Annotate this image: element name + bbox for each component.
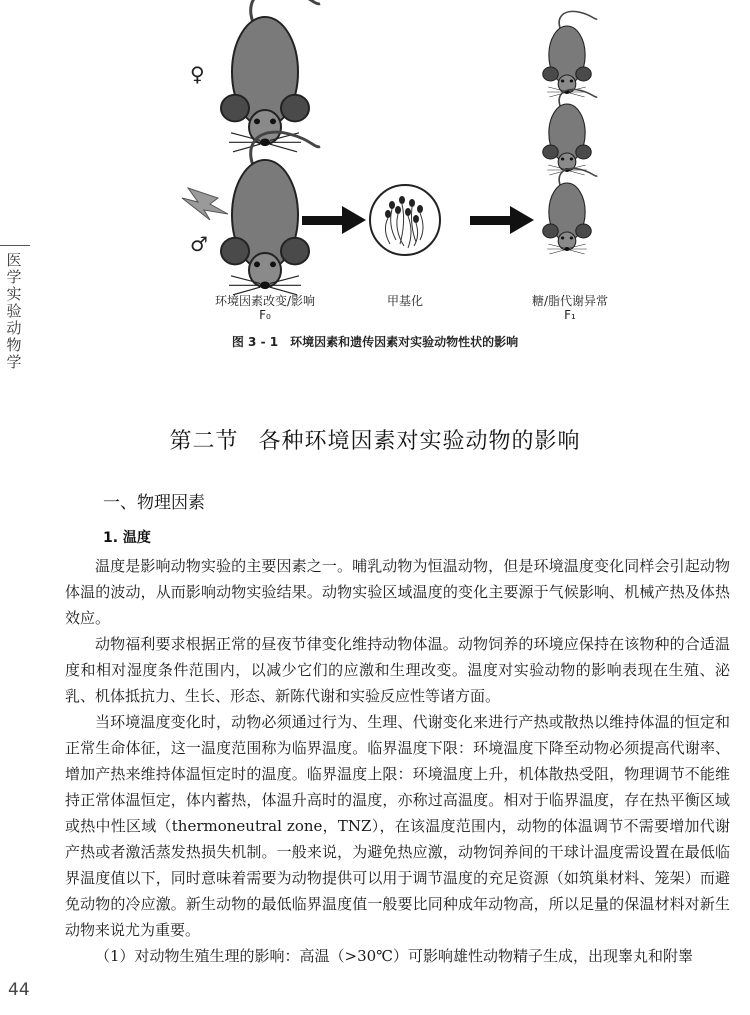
male-mouse-icon <box>221 132 320 295</box>
male-symbol: ♂ <box>190 232 208 256</box>
running-title: 医学实验动物学 <box>6 251 22 371</box>
page-number: 44 <box>8 980 30 1000</box>
paragraph: 温度是影响动物实验的主要因素之一。哺乳动物为恒温动物，但是环境温度变化同样会引起动物体温的波动，从而影响动物实验结果。动物实验区域温度的变化主要源于气候影响、机械产热及体热效应。 <box>65 557 730 627</box>
item-heading: 1. 温度 <box>103 530 151 546</box>
section-number: 第二节 <box>169 429 239 454</box>
f1-label: F₁ <box>564 308 576 322</box>
lightning-bolt-icon <box>182 188 228 220</box>
figure-illustration <box>170 0 640 330</box>
offspring-mouse-icon <box>543 89 597 175</box>
offspring-mouse-icon <box>543 168 597 254</box>
metabolism-label: 糖/脂代谢异常 <box>531 294 609 308</box>
section-title: 各种环境因素对实验动物的影响 <box>258 429 581 454</box>
figure-caption <box>0 333 750 350</box>
sidebar-divider <box>0 245 30 246</box>
paragraph: 当环境温度变化时，动物必须通过行为、生理、代谢变化来进行产热或散热以维持体温的恒定和正常生命体征，这一温度范围称为临界温度。临界温度下限：环境温度下降至动物必须提高代谢率、增加产热来维持体温恒定时的温度。临界温度上限：环境温度上升，机体散热受阻，物理调节不能维持正常体温恒定，体内蓄热，体温升高时的温度，亦称过高温度。相对于临界温度，存在热平衡区域或热中性区域（thermoneutral zone，TNZ），在该温度范围内，动物的体温调节不需要增加代谢产热或者激活蒸发热损失机制。一般来说，为避免热应激，动物饲养间的干球计温度需设置在最低临界温度值以下，同时意味着需要为动物提供可以用于调节温度的充足资源（如筑巢材料、笼架）而避免动物的冷应激。新生动物的最低临界温度值一般要比同种成年动物高，所以足量的保温材料对新生动物来说尤为重要。 <box>65 713 730 939</box>
female-mouse-icon <box>221 0 320 152</box>
body-text <box>65 553 730 969</box>
methylation-label: 甲基化 <box>386 294 423 308</box>
f0-label: F₀ <box>259 308 271 322</box>
methylation-sperm-icon <box>370 185 440 255</box>
environment-label: 环境因素改变/影响 <box>214 294 316 308</box>
arrow-right-icon <box>302 206 366 234</box>
subsection-heading: 一、物理因素 <box>103 493 205 513</box>
offspring-mouse-icon <box>543 11 597 97</box>
arrow-right-icon <box>470 206 534 234</box>
section-heading <box>0 424 750 455</box>
caption-text: 环境因素和遗传因素对实验动物性状的影响 <box>290 335 519 349</box>
caption-number: 图 3 - 1 <box>231 335 279 349</box>
female-symbol: ♀ <box>190 62 205 86</box>
figure-3-1 <box>170 0 640 330</box>
paragraph: 动物福利要求根据正常的昼夜节律变化维持动物体温。动物饲养的环境应保持在该物种的合适温度和相对湿度条件范围内，以减少它们的应激和生理改变。温度对实验动物的影响表现在生殖、泌乳、机体抵抗力、生长、形态、新陈代谢和实验反应性等诸方面。 <box>65 635 730 705</box>
paragraph: （1）对动物生殖生理的影响：高温（>30℃）可影响雄性动物精子生成，出现睾丸和附睾 <box>95 947 693 965</box>
